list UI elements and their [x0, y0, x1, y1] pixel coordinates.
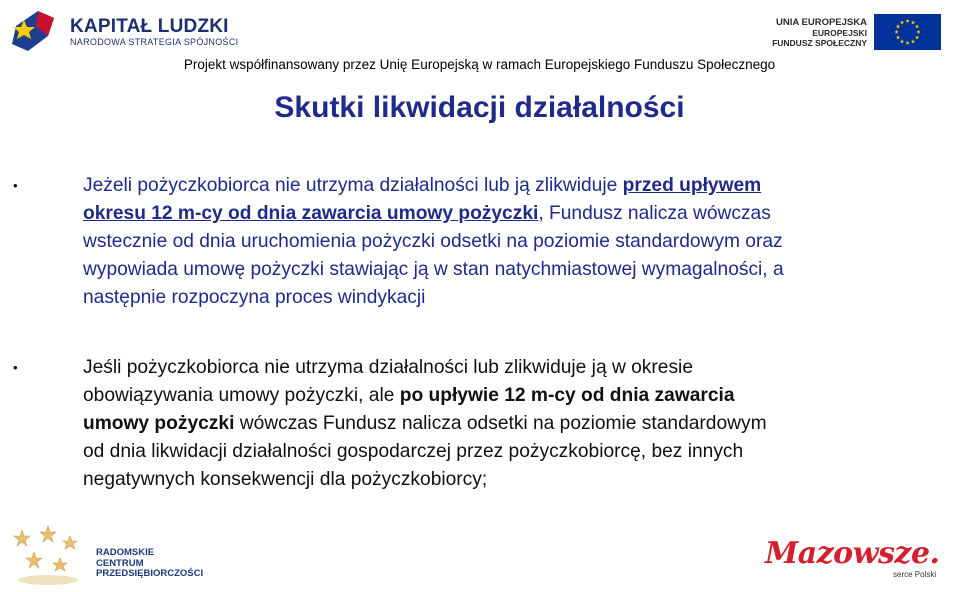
cofinancing-note: Projekt współfinansowany przez Unię Europejską w ramach Europejskiego Funduszu Społecznego — [183, 57, 776, 72]
star-icon — [26, 552, 42, 568]
paragraph-early-liquidation — [83, 172, 953, 312]
rcp-swoosh — [18, 575, 78, 585]
text-run: wówczas Fundusz nalicza odsetki na poziomie standardowym — [234, 413, 767, 434]
text-run: Jeżeli pożyczkobiorca nie utrzyma działalności lub ją zlikwiduje — [83, 175, 623, 196]
bullet-icon: • — [13, 360, 18, 375]
star-icon — [63, 536, 77, 549]
text-line: od dnia likwidacji działalności gospodarczej przez pożyczkobiorcę, bez innych — [83, 441, 744, 462]
text-line: wstecznie od dnia uruchomienia pożyczki odsetki na poziomie standardowym oraz — [83, 231, 783, 252]
star-icon — [14, 530, 30, 546]
text-line: Jeśli pożyczkobiorca nie utrzyma działalności lub zlikwiduje ją w okresie — [83, 357, 693, 378]
text-line — [83, 172, 953, 200]
star-icon — [40, 526, 56, 542]
eu-logo-line-3: FUNDUSZ SPOŁECZNY — [772, 38, 867, 48]
paragraph-late-liquidation — [83, 354, 953, 494]
rcp-logo-text — [96, 548, 203, 580]
kapital-ludzki-subtitle: NARODOWA STRATEGIA SPÓJNOŚCI — [70, 37, 239, 47]
text-line: następnie rozpoczyna proces windykacji — [83, 287, 426, 308]
eu-logo-text — [760, 18, 867, 48]
rcp-line-2: CENTRUM — [96, 557, 144, 569]
eu-logo-line-2: EUROPEJSKI — [812, 28, 867, 38]
mazowsze-logo: Mazowsze. — [765, 536, 940, 571]
text-line — [83, 410, 953, 438]
bold-text: umowy pożyczki — [83, 413, 235, 434]
text-line — [83, 382, 953, 410]
rcp-stars-logo — [8, 522, 88, 588]
kapital-ludzki-title: KAPITAŁ LUDZKI — [70, 16, 229, 37]
bullet-icon: • — [13, 178, 18, 193]
mazowsze-tagline: serce Polski — [893, 570, 937, 579]
rcp-line-1: RADOMSKIE — [96, 547, 155, 558]
underlined-text: okresu 12 m-cy od dnia zawarcia umowy pożyczki — [83, 203, 539, 224]
text-line — [83, 200, 953, 228]
text-run: , Fundusz nalicza wówczas — [538, 203, 771, 224]
text-run: obowiązywania umowy pożyczki, ale — [83, 385, 400, 406]
text-line: wypowiada umowę pożyczki stawiając ją w stan natychmiastowej wymagalności, a — [83, 259, 784, 280]
eu-logo-line-1: UNIA EUROPEJSKA — [776, 17, 867, 28]
eu-flag-icon — [874, 14, 941, 50]
underlined-text: przed upływem — [622, 175, 762, 196]
rcp-line-3: PRZEDSIĘBIORCZOŚCI — [96, 568, 204, 579]
slide-title: Skutki likwidacji działalności — [274, 91, 685, 124]
star-icon — [53, 558, 67, 571]
text-line: negatywnych konsekwencji dla pożyczkobiorcy; — [83, 469, 488, 490]
bold-text: po upływie 12 m-cy od dnia zawarcia — [399, 385, 735, 406]
